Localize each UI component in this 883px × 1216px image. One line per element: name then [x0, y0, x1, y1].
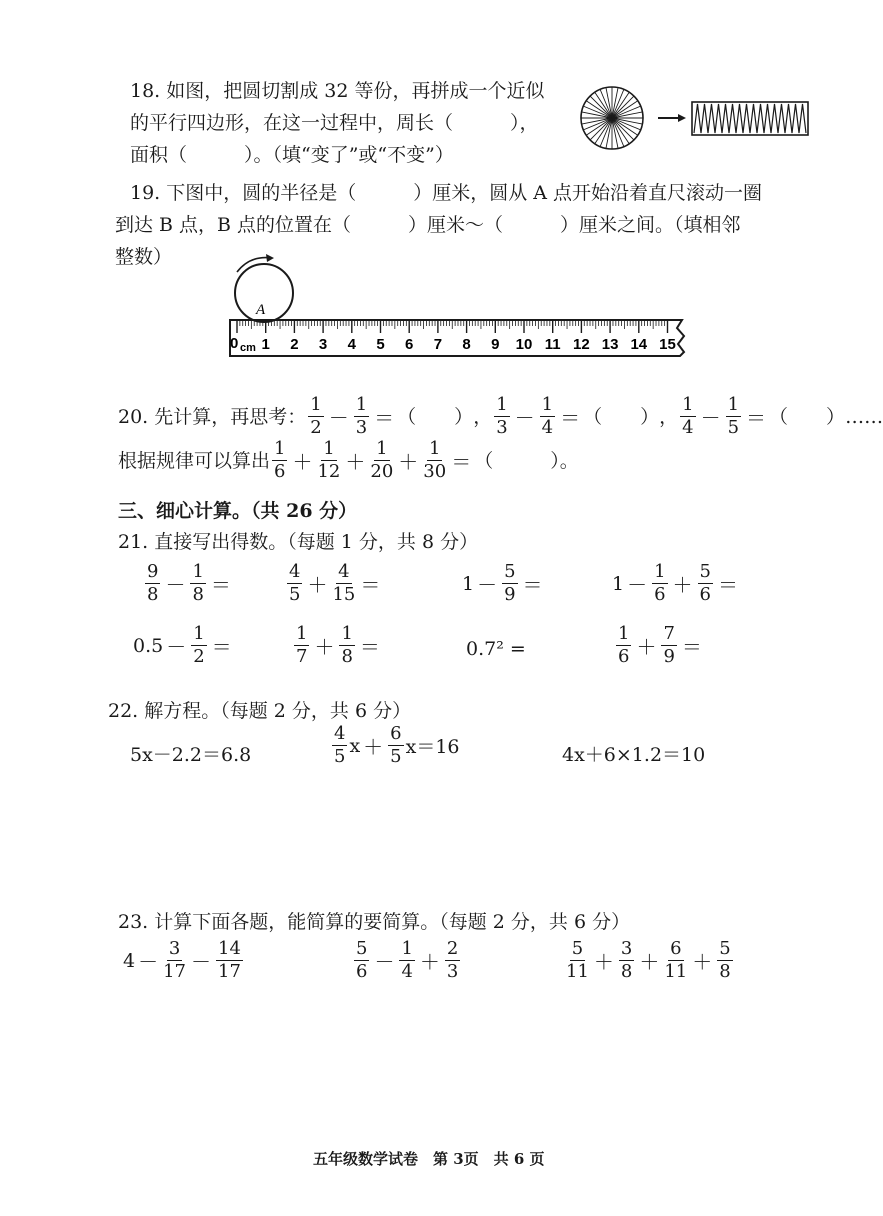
- answer-blank: （ ）。: [474, 449, 579, 472]
- ruler-zero-label: 0: [230, 335, 239, 352]
- denominator: 20: [370, 461, 394, 482]
- expression-text: 0.7² =: [466, 638, 526, 660]
- denominator: 5: [390, 746, 402, 767]
- q23-title: 23. 计算下面各题，能简算的要简算。（每题 2 分，共 6 分）: [118, 911, 631, 933]
- fraction: [216, 940, 243, 981]
- ruler-number-label: 10: [515, 336, 533, 353]
- q22-equation-3: 4x＋6×1.2＝10: [562, 744, 706, 766]
- denominator: 9: [663, 646, 675, 667]
- numerator: 6: [670, 938, 682, 959]
- numerator: 1: [618, 623, 630, 644]
- denominator: 4: [541, 417, 554, 438]
- numerator: 5: [571, 938, 584, 959]
- denominator: 4: [682, 417, 694, 438]
- denominator: 12: [317, 461, 341, 482]
- whole-number: 1: [612, 572, 625, 595]
- fraction: [272, 440, 287, 481]
- denominator: 8: [719, 961, 731, 982]
- numerator: 4: [338, 561, 350, 582]
- fraction: [680, 396, 695, 437]
- ruler-unit-label: cm: [240, 342, 256, 354]
- fraction: [317, 440, 340, 481]
- equals-sign: ＝: [451, 450, 472, 474]
- q21-problem-2: [285, 563, 383, 604]
- numerator: 1: [192, 561, 204, 582]
- denominator: 3: [446, 961, 459, 982]
- fraction: [566, 940, 589, 981]
- equals-sign: ＝: [210, 573, 231, 597]
- parallelogram-strip: [692, 102, 808, 135]
- ruler-number-label: 8: [462, 336, 471, 353]
- q21-problem-4: [612, 563, 741, 604]
- ruler-number-label: 9: [491, 336, 500, 353]
- q22-equation-1: 5x－2.2＝6.8: [130, 744, 252, 766]
- fraction: [190, 563, 205, 604]
- numerator: 1: [429, 438, 441, 459]
- ruler-number-label: 4: [347, 336, 356, 353]
- q18-line2: 的平行四边形，在这一过程中，周长（ ），: [130, 112, 539, 134]
- plus-sign: ＋: [292, 450, 313, 474]
- plus-sign: ＋: [314, 635, 335, 659]
- denominator: 17: [218, 961, 241, 982]
- q21-problem-7: [466, 638, 526, 660]
- plus-sign: ＋: [419, 950, 440, 974]
- ruler-number-label: 11: [544, 336, 561, 353]
- denominator: 4: [401, 961, 413, 982]
- section-3-title: 三、细心计算。（共 26 分）: [118, 500, 358, 522]
- denominator: 6: [356, 961, 368, 982]
- circle-ruler-figure: [222, 250, 697, 362]
- minus-sign: －: [165, 573, 186, 597]
- arrow-icon: [658, 114, 686, 122]
- numerator: 1: [355, 394, 368, 415]
- denominator: 6: [618, 646, 630, 667]
- q18-line3: 面积（ ）。（填“变了”或“不变”）: [130, 144, 454, 166]
- numerator: 1: [654, 561, 666, 582]
- denominator: 15: [332, 584, 356, 605]
- plus-sign: ＋: [672, 573, 693, 597]
- ruler-number-label: 1: [261, 336, 270, 353]
- circle-to-parallelogram-figure: [576, 85, 811, 155]
- fraction: [354, 940, 369, 981]
- plus-sign: ＋: [636, 635, 657, 659]
- equals-sign: ＝: [746, 406, 767, 430]
- q20-line1: [118, 396, 883, 437]
- denominator: 17: [163, 961, 186, 982]
- ruler-number-label: 14: [630, 336, 648, 353]
- numerator: 4: [334, 723, 346, 744]
- ruler-number-label: 6: [405, 336, 414, 353]
- ruler-numbers: [230, 335, 676, 354]
- q22-equation-2: [330, 725, 460, 766]
- denominator: 9: [504, 584, 516, 605]
- equation-rest: x＝16: [405, 736, 460, 758]
- answer-blank: （ ）: [397, 405, 474, 428]
- fraction: [145, 563, 160, 604]
- fraction: [726, 396, 741, 437]
- comma: ，: [473, 405, 493, 428]
- fraction: [332, 725, 347, 766]
- minus-sign: －: [627, 573, 648, 597]
- fraction: [445, 940, 460, 981]
- denominator: 5: [289, 584, 301, 605]
- numerator: 3: [168, 938, 181, 959]
- minus-sign: －: [191, 950, 211, 974]
- numerator: 1: [401, 938, 413, 959]
- ellipsis: ……: [845, 405, 883, 428]
- numerator: 5: [719, 938, 731, 959]
- fraction: [616, 625, 631, 666]
- q19-line3: 整数）: [115, 246, 173, 268]
- minus-sign: －: [477, 573, 498, 597]
- denominator: 11: [664, 961, 688, 982]
- numerator: 5: [504, 561, 516, 582]
- denominator: 2: [193, 646, 205, 667]
- fraction: [652, 563, 667, 604]
- numerator: 1: [274, 438, 286, 459]
- point-a-label: A: [256, 302, 266, 318]
- plus-sign: ＋: [639, 950, 660, 974]
- equals-sign: ＝: [522, 573, 543, 597]
- fraction: [619, 940, 634, 981]
- arrow-head-icon: [266, 254, 274, 262]
- q19-line2: 到达 B 点，B 点的位置在（ ）厘米～（ ）厘米之间。（填相邻: [115, 214, 741, 236]
- fraction: [339, 625, 354, 666]
- denominator: 6: [699, 584, 711, 605]
- fraction: [163, 940, 186, 981]
- numerator: 1: [682, 394, 694, 415]
- ruler-number-label: 13: [601, 336, 619, 353]
- answer-blank: （ ）: [769, 405, 846, 428]
- q23-calc-2: [352, 940, 462, 981]
- fraction: [308, 396, 323, 437]
- numerator: 1: [376, 438, 388, 459]
- fraction: [294, 625, 309, 666]
- numerator: 1: [323, 438, 335, 459]
- numerator: 1: [727, 394, 740, 415]
- q21-problem-1: [143, 563, 234, 604]
- equals-sign: ＝: [359, 635, 380, 659]
- denominator: 5: [334, 746, 346, 767]
- denominator: 8: [341, 646, 353, 667]
- ruler-number-label: 2: [290, 336, 299, 353]
- fraction: [287, 563, 302, 604]
- denominator: 30: [423, 461, 447, 482]
- numerator: 2: [446, 938, 459, 959]
- numerator: 4: [289, 561, 301, 582]
- fraction: [388, 725, 403, 766]
- numerator: 1: [193, 623, 205, 644]
- ruler-number-label: 3: [318, 336, 328, 353]
- equals-sign: ＝: [718, 573, 738, 597]
- q20-line2-prefix: 根据规律可以算出: [118, 449, 271, 472]
- numerator: 9: [147, 561, 159, 582]
- whole-number: 4: [123, 949, 136, 972]
- ruler-number-label: 7: [433, 336, 443, 353]
- q21-title: 21. 直接写出得数。（每题 1 分，共 8 分）: [118, 531, 479, 553]
- minus-sign: －: [166, 635, 187, 659]
- denominator: 8: [147, 584, 159, 605]
- fraction: [423, 440, 446, 481]
- page-footer: 五年级数学试卷 第 3页 共 6 页: [313, 1150, 545, 1168]
- fraction: [698, 563, 713, 604]
- minus-sign: －: [374, 950, 395, 974]
- whole-number: 0.5: [133, 634, 164, 657]
- q23-calc-1: [123, 940, 245, 981]
- numerator: 1: [496, 394, 508, 415]
- answer-blank: （ ）: [583, 405, 660, 428]
- fraction: [664, 940, 687, 981]
- denominator: 3: [355, 417, 368, 438]
- ruler-number-label: 15: [659, 336, 676, 353]
- fraction: [502, 563, 517, 604]
- fraction: [370, 440, 393, 481]
- denominator: 3: [496, 417, 508, 438]
- fraction: [540, 396, 555, 437]
- minus-sign: －: [138, 950, 159, 974]
- denominator: 8: [192, 584, 204, 605]
- q21-problem-3: [462, 563, 546, 604]
- numerator: 7: [663, 623, 675, 644]
- plus-sign: ＋: [345, 450, 366, 474]
- fraction: [399, 940, 414, 981]
- q22-title: 22. 解方程。（每题 2 分，共 6 分）: [108, 700, 412, 722]
- fraction: [191, 625, 206, 666]
- q20-line2: [118, 440, 579, 481]
- equals-sign: ＝: [560, 406, 581, 430]
- equals-sign: ＝: [360, 573, 381, 597]
- comma: ，: [659, 405, 679, 428]
- denominator: 6: [274, 461, 286, 482]
- equals-sign: ＝: [211, 635, 232, 659]
- numerator: 1: [310, 394, 322, 415]
- whole-number: 1: [462, 572, 475, 595]
- numerator: 1: [541, 394, 554, 415]
- q21-problem-5: [133, 625, 235, 666]
- denominator: 7: [296, 646, 308, 667]
- denominator: 6: [654, 584, 666, 605]
- denominator: 8: [620, 961, 633, 982]
- plus-sign: ＋: [307, 573, 328, 597]
- denominator: 5: [727, 417, 740, 438]
- ruler-number-label: 12: [573, 336, 590, 353]
- minus-sign: －: [514, 406, 535, 430]
- numerator: 5: [699, 561, 711, 582]
- plus-sign: ＋: [363, 735, 384, 759]
- minus-sign: －: [700, 406, 721, 430]
- q19-line1: 19. 下图中，圆的半径是（ ）厘米，圆从 A 点开始沿着直尺滚动一圈: [130, 182, 763, 204]
- ruler-number-label: 5: [376, 336, 385, 353]
- plus-sign: ＋: [593, 950, 614, 974]
- q21-problem-6: [292, 625, 383, 666]
- plus-sign: ＋: [398, 450, 419, 474]
- ruler-ticks: [237, 320, 668, 333]
- q20-prefix: 20. 先计算，再思考：: [118, 405, 307, 428]
- numerator: 14: [218, 938, 241, 959]
- fraction: [332, 563, 355, 604]
- q21-problem-8: [614, 625, 705, 666]
- equals-sign: ＝: [374, 406, 395, 430]
- segmented-circle: [581, 87, 643, 149]
- q23-calc-3: [564, 940, 735, 981]
- denominator: 2: [310, 417, 322, 438]
- fraction: [717, 940, 732, 981]
- variable-x: x: [349, 734, 361, 757]
- equals-sign: ＝: [681, 635, 702, 659]
- numerator: 1: [341, 623, 353, 644]
- numerator: 3: [620, 938, 633, 959]
- numerator: 1: [296, 623, 308, 644]
- minus-sign: －: [328, 406, 349, 430]
- numerator: 5: [356, 938, 368, 959]
- fraction: [494, 396, 509, 437]
- plus-sign: ＋: [692, 950, 713, 974]
- fraction: [354, 396, 369, 437]
- fraction: [661, 625, 676, 666]
- denominator: 11: [566, 961, 589, 982]
- numerator: 6: [390, 723, 402, 744]
- q18-line1: 18. 如图，把圆切割成 32 等份，再拼成一个近似: [130, 80, 545, 102]
